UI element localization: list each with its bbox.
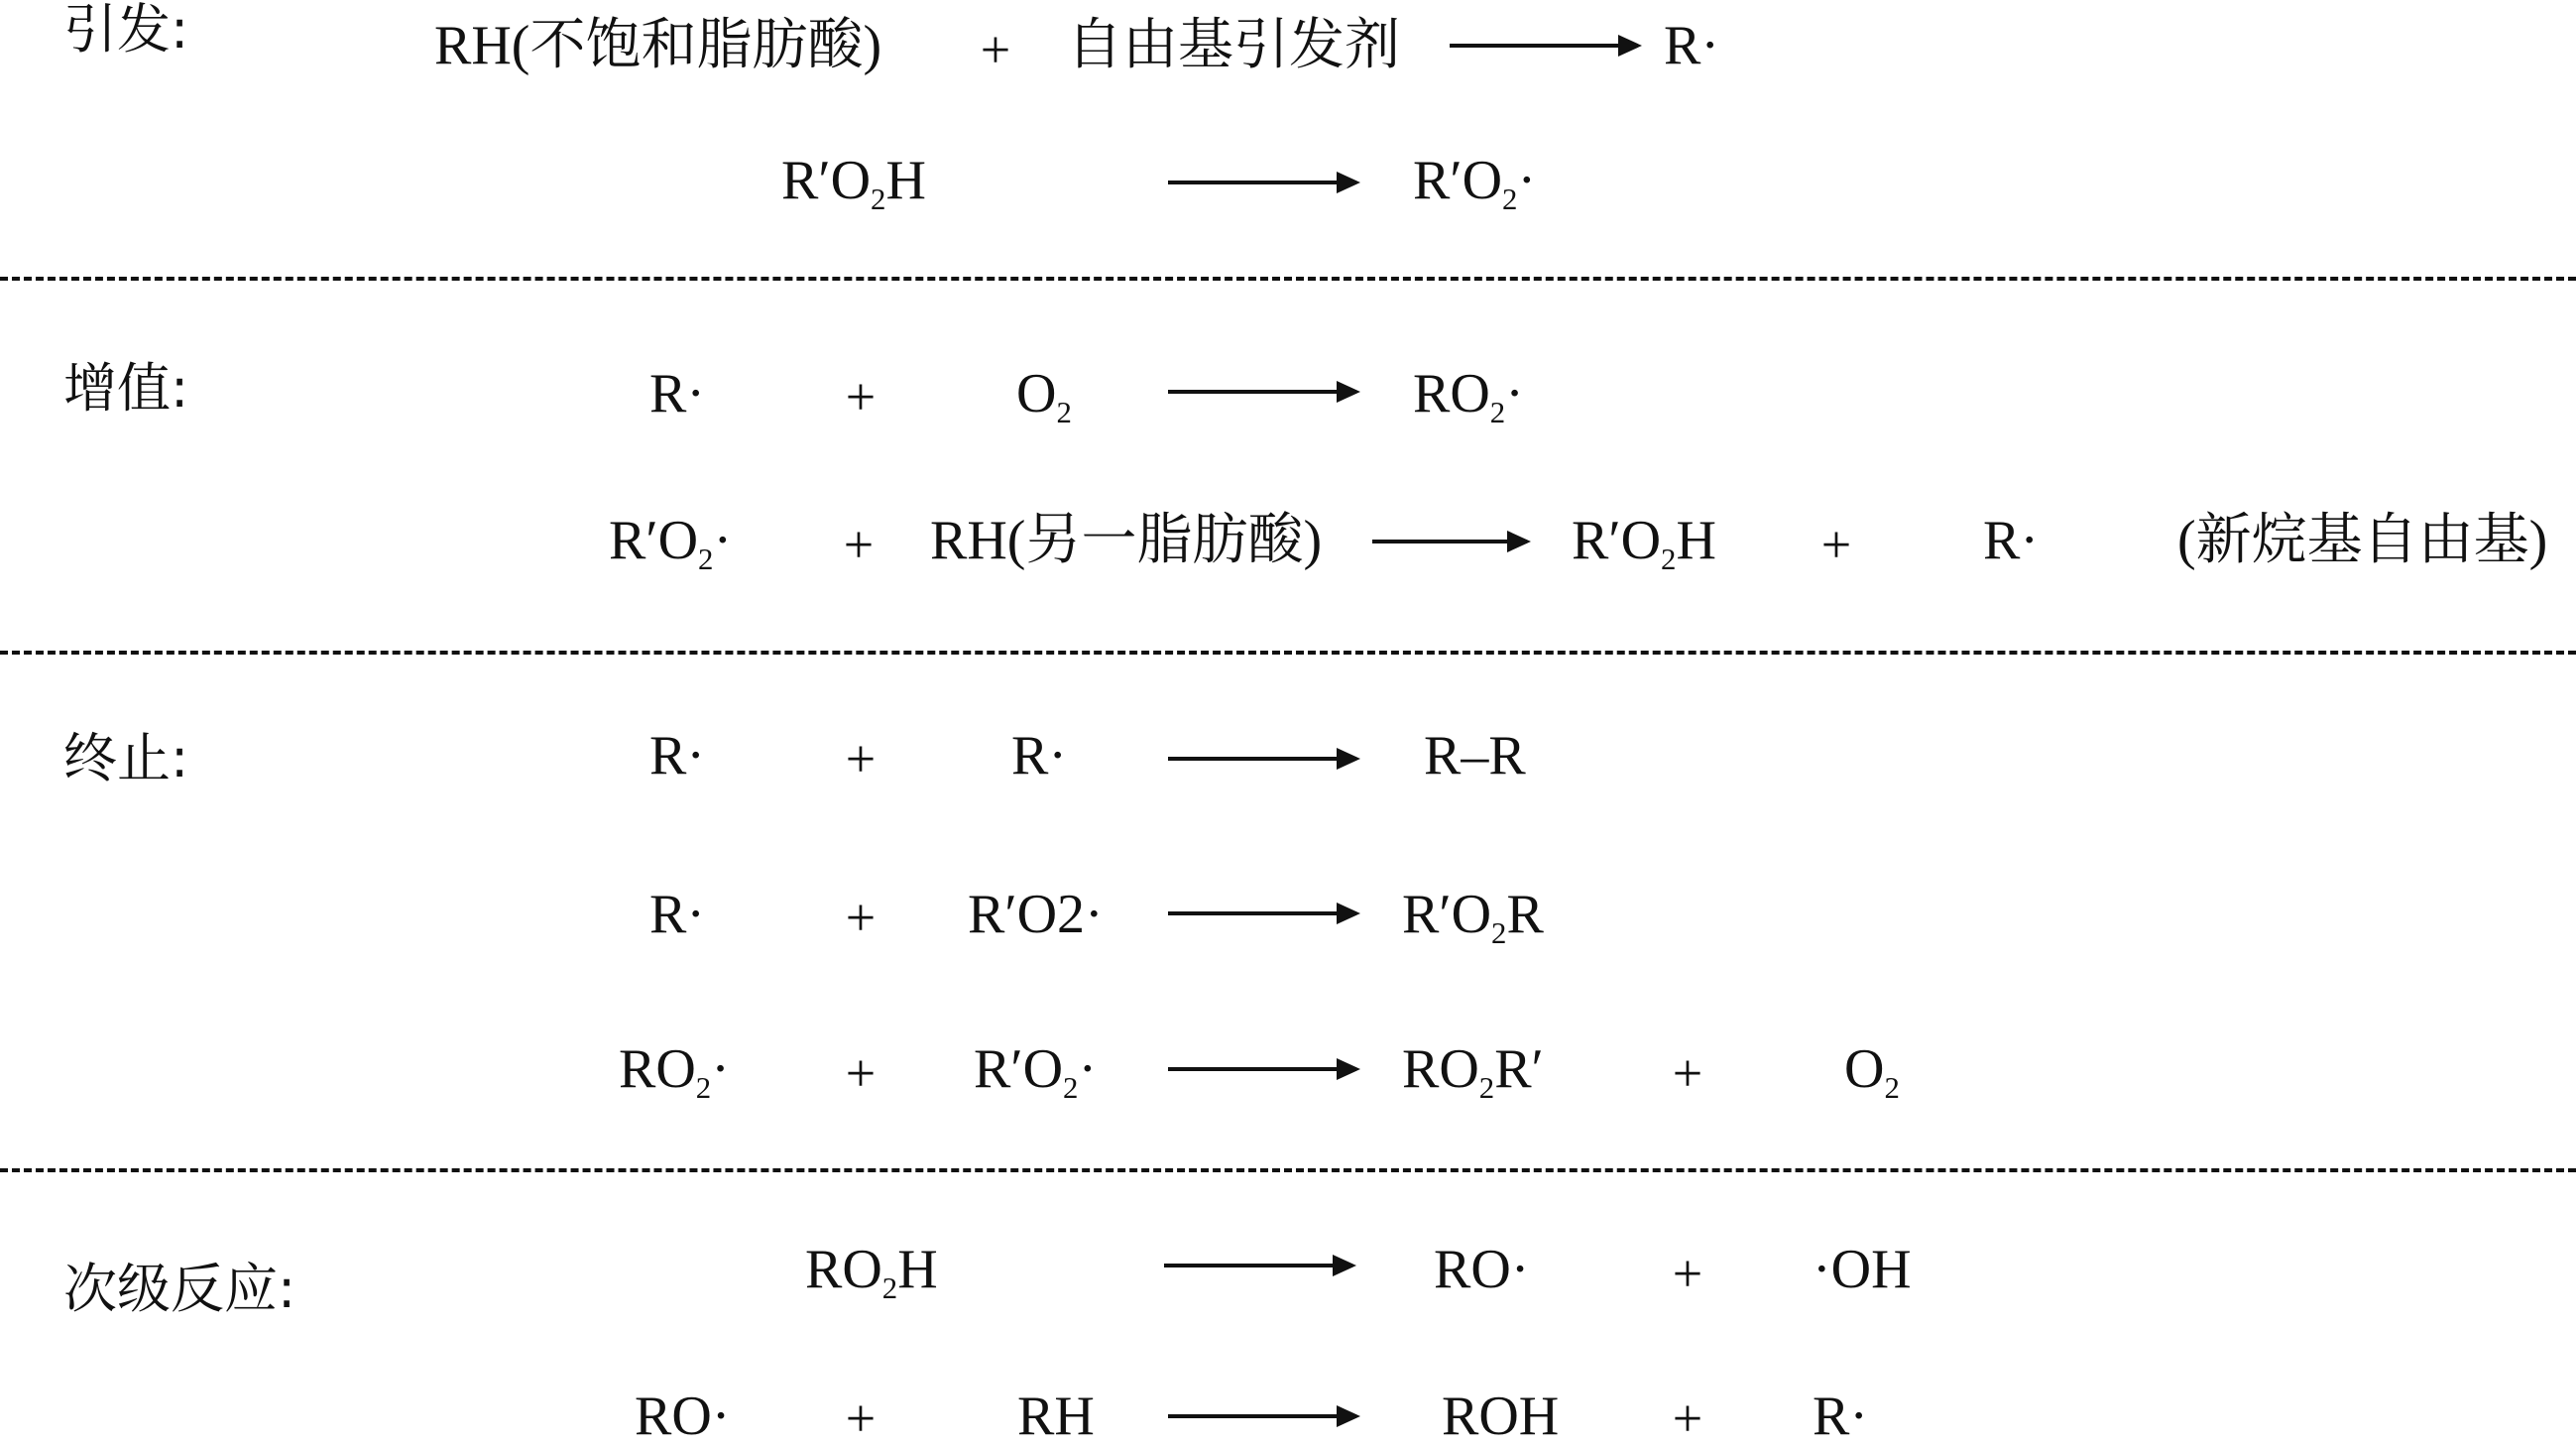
product-1: $R'O_2\cdot$: [1413, 150, 1537, 216]
plus-sign: +: [845, 367, 877, 426]
plus-sign: +: [1672, 1244, 1703, 1303]
reaction-arrow: [1450, 44, 1638, 48]
product-2: $O_2$: [1844, 1038, 1900, 1105]
reactant-2: R·: [1011, 725, 1067, 786]
reaction-arrow: [1372, 540, 1527, 543]
reactant-2: 自由基引发剂: [1067, 13, 1400, 77]
divider-1: [0, 277, 2576, 281]
reactant-2: R′O2·: [968, 884, 1104, 945]
plus-sign: +: [843, 515, 875, 574]
reaction-arrow: [1164, 1264, 1352, 1267]
plus-sign: +: [980, 20, 1011, 79]
reactant-1: $R'O_2\cdot$: [609, 510, 733, 576]
reaction-arrow: [1168, 390, 1356, 394]
plus-sign: +: [845, 1043, 877, 1103]
product-2: R·: [1813, 1386, 1868, 1447]
product-1: $R'O_2R$: [1402, 884, 1544, 950]
reactant-1: RH(不饱和脂肪酸): [434, 15, 882, 76]
plus-sign: +: [845, 888, 877, 947]
reaction-arrow: [1168, 757, 1356, 761]
plus-sign-2: +: [1672, 1388, 1703, 1448]
reactant-2: RH: [1017, 1386, 1095, 1447]
stage-propagation: 增值:: [63, 357, 189, 420]
product-1: $RO_2R'$: [1402, 1038, 1544, 1105]
reactant-2: $O_2$: [1016, 363, 1072, 429]
plus-sign-2: +: [1820, 515, 1852, 574]
product-1: $RO_2\cdot$: [1413, 363, 1524, 429]
reaction-arrow: [1168, 911, 1356, 915]
reactant-1: R·: [649, 363, 705, 424]
note: (新烷基自由基): [2177, 510, 2548, 571]
plus-sign-2: +: [1672, 1043, 1703, 1103]
reactant-1: $R'O_2H$: [781, 150, 926, 216]
reaction-arrow: [1168, 1414, 1356, 1418]
plus-sign: +: [845, 1388, 877, 1448]
product-2: R·: [1983, 510, 2039, 571]
product-1: $R'O_2H$: [1572, 510, 1716, 576]
stage-termination: 终止:: [63, 727, 189, 789]
stage-secondary: 次级反应:: [63, 1258, 296, 1320]
product-1: ROH: [1442, 1386, 1560, 1447]
product-1: RO·: [1434, 1239, 1530, 1300]
reactant-1: RO·: [635, 1386, 731, 1447]
product-2: ·OH: [1813, 1239, 1912, 1300]
reaction-arrow: [1168, 1067, 1356, 1071]
reactant-2: $R'O_2\cdot$: [974, 1038, 1098, 1105]
reactant-2: RH(另一脂肪酸): [930, 510, 1323, 571]
reactant-1: $RO_2\cdot$: [619, 1038, 730, 1105]
reactant-1: R·: [649, 884, 705, 945]
reaction-arrow: [1168, 181, 1356, 184]
plus-sign: +: [845, 729, 877, 788]
product-1: R·: [1664, 15, 1719, 76]
reactant-1: $RO_2H$: [805, 1239, 938, 1305]
divider-2: [0, 651, 2576, 655]
divider-3: [0, 1168, 2576, 1172]
stage-initiation: 引发:: [63, 0, 189, 60]
product-1: R–R: [1424, 725, 1526, 786]
reactant-1: R·: [649, 725, 705, 786]
